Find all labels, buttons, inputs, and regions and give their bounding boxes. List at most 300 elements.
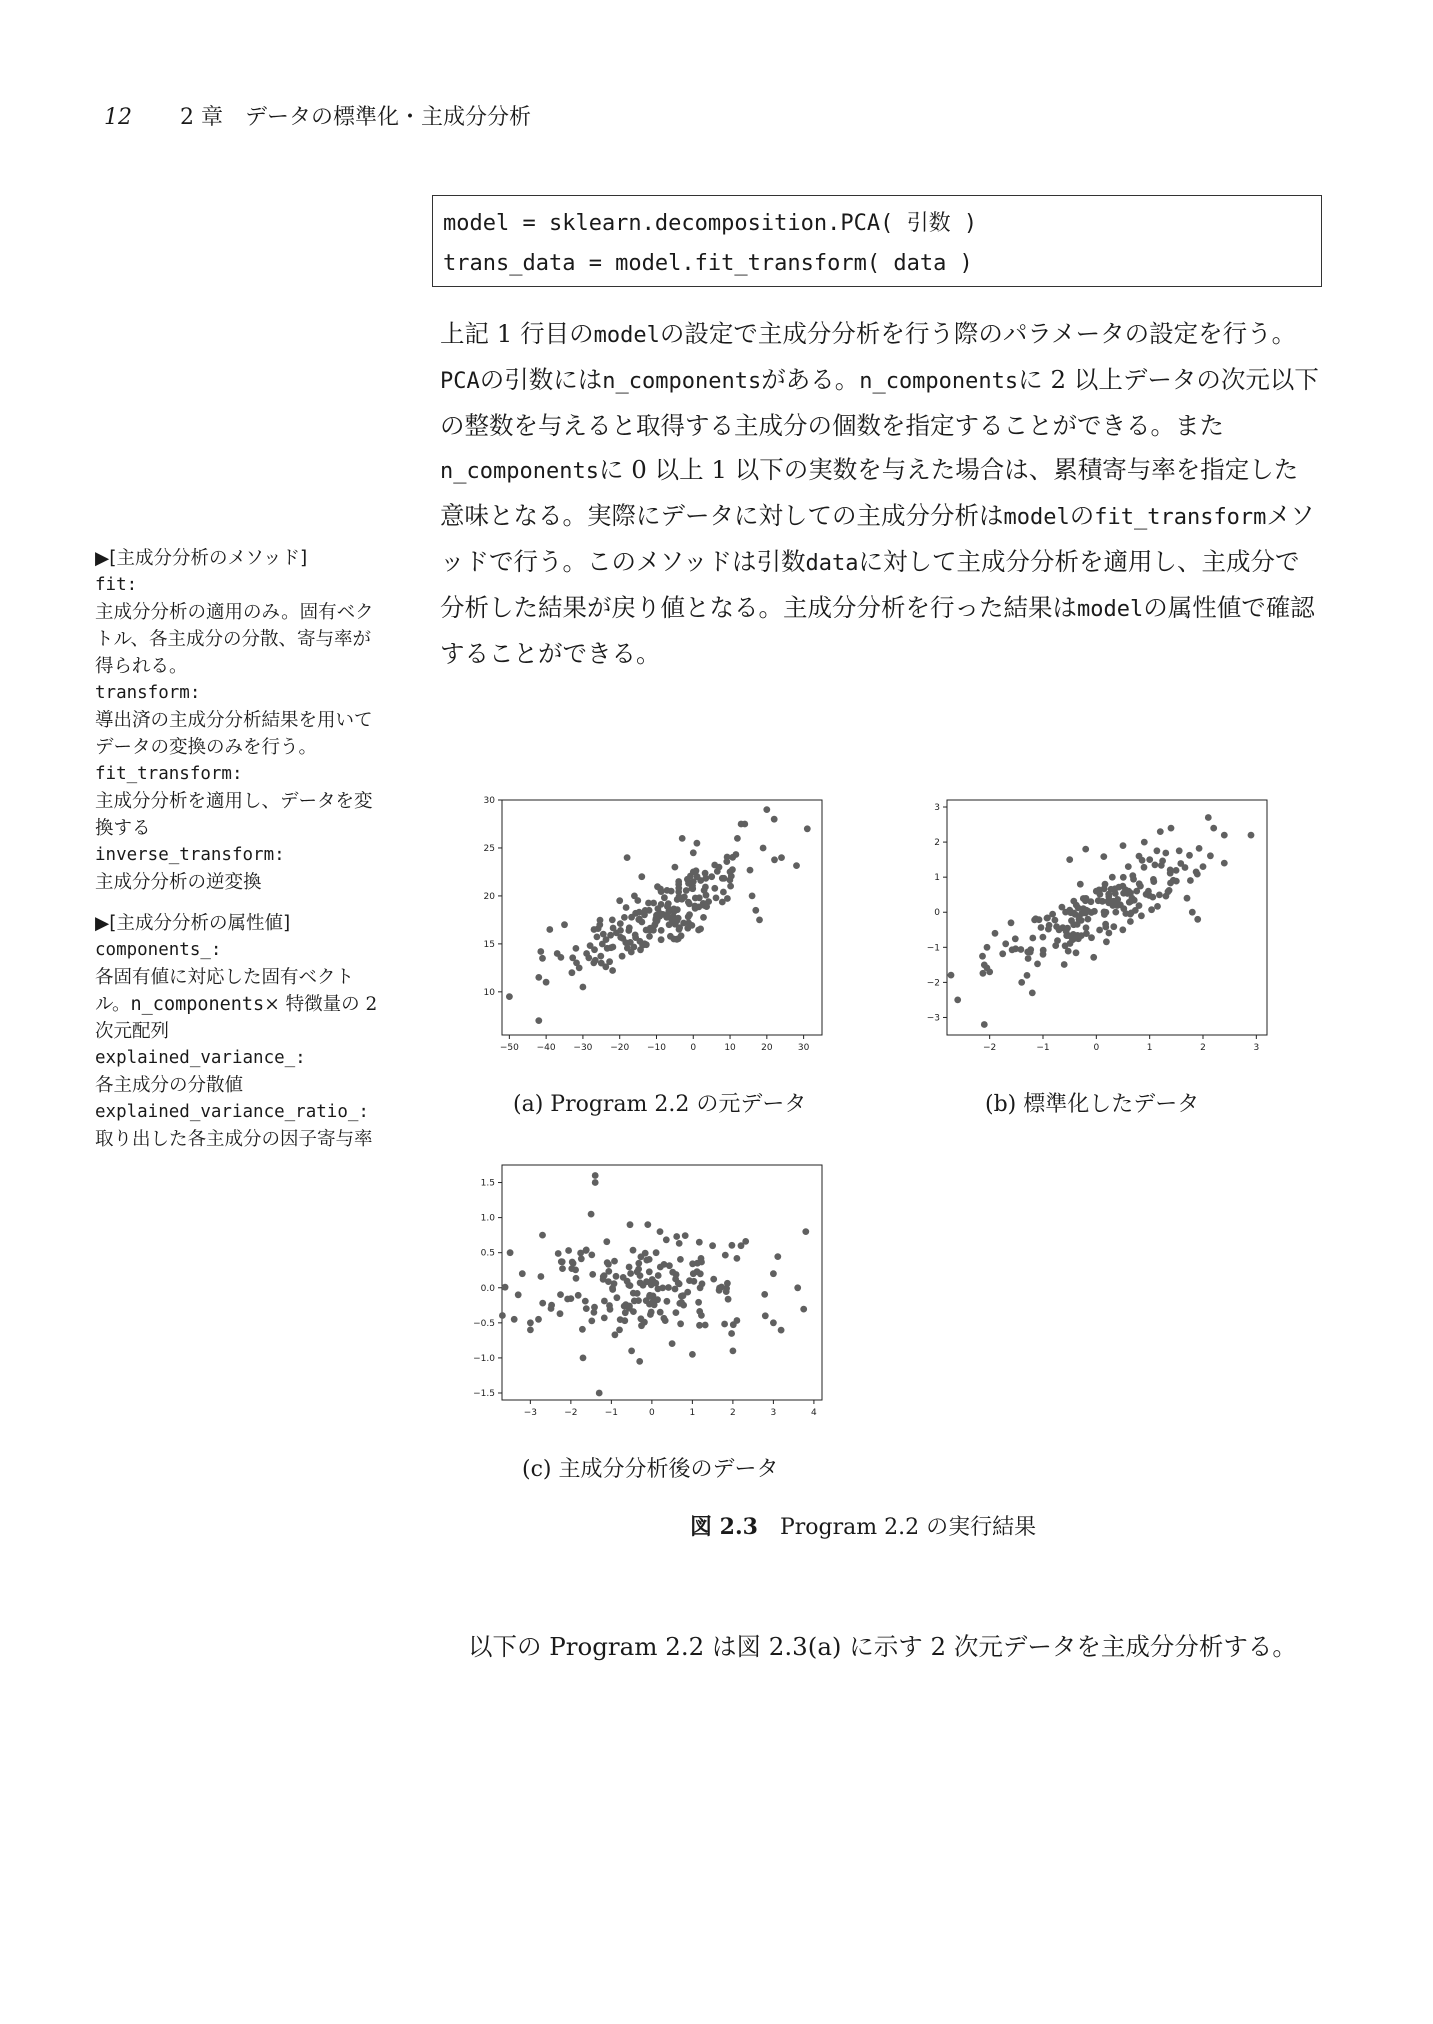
- scatter-point: [546, 926, 553, 933]
- scatter-point: [535, 1017, 542, 1024]
- scatter-point: [646, 1268, 653, 1275]
- x-tick-label: −1: [1036, 1043, 1050, 1053]
- scatter-point: [1173, 878, 1180, 885]
- scatter-point: [720, 889, 727, 896]
- scatter-point: [609, 917, 616, 924]
- scatter-point: [1102, 881, 1109, 888]
- scatter-point: [1012, 935, 1019, 942]
- scatter-point: [535, 974, 542, 981]
- scatter-point: [675, 885, 682, 892]
- scatter-point: [692, 895, 699, 902]
- scatter-point: [635, 916, 642, 923]
- scatter-point: [640, 1282, 647, 1289]
- scatter-point: [986, 969, 993, 976]
- scatter-point: [1221, 860, 1228, 867]
- body-text: に対して主成分分析を適用し、主成分で分析した結果が戻り値となる。主成分分析を行った結果は: [440, 547, 1300, 622]
- scatter-point: [601, 1272, 608, 1279]
- scatter-point: [700, 914, 707, 921]
- scatter-point: [666, 1262, 673, 1269]
- scatter-point: [1076, 916, 1083, 923]
- scatter-point: [557, 1310, 564, 1317]
- scatter-point: [628, 1348, 635, 1355]
- scatter-point: [658, 936, 665, 943]
- scatter-point: [677, 1320, 684, 1327]
- scatter-point: [749, 893, 756, 900]
- scatter-point: [1040, 934, 1047, 941]
- note-term: explained_variance_:: [95, 1048, 306, 1068]
- scatter-point: [690, 849, 697, 856]
- scatter-point: [519, 1270, 526, 1277]
- scatter-point: [597, 917, 604, 924]
- scatter-point: [641, 940, 648, 947]
- scatter-point: [676, 893, 683, 900]
- scatter-point: [579, 1326, 586, 1333]
- scatter-point: [708, 873, 715, 880]
- scatter-point: [609, 1286, 616, 1293]
- scatter-point: [711, 885, 718, 892]
- x-tick-label: 10: [724, 1043, 736, 1053]
- x-tick-label: −3: [523, 1408, 537, 1418]
- scatter-point: [1090, 954, 1097, 961]
- scatter-point: [1189, 909, 1196, 916]
- margin-notes: [95, 545, 385, 1153]
- scatter-point: [617, 927, 624, 934]
- scatter-point: [1045, 926, 1052, 933]
- scatter-point: [580, 984, 587, 991]
- scatter-point: [980, 970, 987, 977]
- scatter-point: [638, 873, 645, 880]
- scatter-point: [636, 1358, 643, 1365]
- x-tick-label: −2: [564, 1408, 578, 1418]
- code-line-1: model = sklearn.decomposition.PCA( 引数 ): [443, 211, 978, 236]
- y-tick-label: 2: [934, 838, 940, 849]
- scatter-point: [499, 1312, 506, 1319]
- scatter-point: [647, 925, 654, 932]
- scatter-point: [794, 1284, 801, 1291]
- scatter-point: [1082, 846, 1089, 853]
- scatter-point: [1127, 918, 1134, 925]
- scatter-point: [1143, 891, 1150, 898]
- scatter-point: [654, 1296, 661, 1303]
- scatter-point: [607, 932, 614, 939]
- x-tick-label: −1: [604, 1408, 619, 1418]
- figure-text: Program 2.2 の実行結果: [779, 1515, 1037, 1540]
- y-tick-label: −1.5: [473, 1388, 495, 1399]
- y-tick-label: 1: [934, 873, 940, 884]
- scatter-point: [999, 950, 1006, 957]
- scatter-point: [1103, 938, 1110, 945]
- scatter-point: [627, 1221, 634, 1228]
- scatter-point: [666, 906, 673, 913]
- scatter-point: [535, 1316, 542, 1323]
- scatter-plot-c: [460, 1160, 840, 1430]
- scatter-point: [722, 1252, 729, 1259]
- note-desc: 主成分分析を適用し、データを変換する: [95, 791, 373, 839]
- y-tick-label: 30: [483, 796, 495, 806]
- x-tick-label: 30: [797, 1043, 810, 1053]
- y-tick-label: 15: [483, 939, 495, 950]
- body-text: の設定で主成分分析を行う際のパラメータの設定を行う。: [659, 319, 1297, 348]
- scatter-point: [606, 1302, 613, 1309]
- scatter-point: [1008, 919, 1015, 926]
- scatter-point: [1088, 898, 1095, 905]
- x-tick-label: −20: [610, 1043, 630, 1053]
- scatter-point: [559, 1265, 566, 1272]
- scatter-point: [657, 1309, 664, 1316]
- x-tick-label: 2: [730, 1408, 736, 1418]
- x-tick-label: 20: [761, 1043, 773, 1053]
- scatter-point: [1083, 924, 1090, 931]
- scatter-point: [1024, 949, 1031, 956]
- scatter-point: [727, 883, 734, 890]
- scatter-point: [611, 1258, 618, 1265]
- scatter-point: [771, 816, 778, 823]
- scatter-point: [666, 921, 673, 928]
- scatter-point: [623, 904, 630, 911]
- scatter-point: [1173, 867, 1180, 874]
- scatter-point: [1106, 930, 1113, 937]
- scatter-point: [507, 1249, 514, 1256]
- scatter-point: [677, 1256, 684, 1263]
- x-tick-label: 2: [1200, 1043, 1206, 1053]
- scatter-point: [1136, 853, 1143, 860]
- scatter-point: [539, 1300, 546, 1307]
- scatter-plot-b: [905, 795, 1285, 1065]
- attributes-heading: ▶[主成分分析の属性値]: [95, 913, 291, 934]
- y-tick-label: 0: [934, 908, 940, 919]
- scatter-point: [691, 1278, 698, 1285]
- body-text: がある。: [761, 365, 860, 394]
- y-tick-label: 20: [483, 891, 495, 902]
- scatter-point: [1085, 916, 1092, 923]
- note-term: fit:: [95, 575, 138, 595]
- scatter-point: [752, 907, 759, 914]
- scatter-point: [1196, 845, 1203, 852]
- scatter-point: [697, 926, 704, 933]
- scatter-point: [709, 1242, 716, 1249]
- scatter-point: [770, 1319, 777, 1326]
- scatter-point: [981, 1021, 988, 1028]
- y-tick-label: 3: [934, 803, 940, 814]
- scatter-point: [641, 1319, 648, 1326]
- scatter-point: [702, 884, 709, 891]
- scatter-point: [634, 1269, 641, 1276]
- x-tick-label: 1: [689, 1408, 696, 1418]
- note-desc: 主成分分析の適用のみ。固有ベクトル、各主成分の分散、寄与率が得られる。: [95, 602, 374, 677]
- scatter-point: [557, 1291, 564, 1298]
- scatter-point: [1084, 908, 1091, 915]
- scatter-point: [689, 885, 696, 892]
- scatter-point: [1078, 910, 1085, 917]
- y-tick-label: 25: [483, 843, 495, 854]
- scatter-point: [1099, 898, 1106, 905]
- scatter-point: [653, 912, 660, 919]
- caption-b: (b) 標準化したデータ: [985, 1092, 1200, 1117]
- scatter-point: [539, 955, 546, 962]
- scatter-point: [658, 901, 665, 908]
- scatter-point: [601, 1315, 608, 1322]
- scatter-point: [558, 1258, 565, 1265]
- scatter-point: [747, 867, 754, 874]
- scatter-point: [617, 934, 624, 941]
- scatter-point: [575, 1292, 582, 1299]
- inline-code: model: [1003, 505, 1070, 530]
- scatter-point: [979, 953, 986, 960]
- y-tick-label: −3: [926, 1013, 940, 1024]
- chapter-title: 2 章 データの標準化・主成分分析: [180, 105, 531, 130]
- scatter-point: [1059, 904, 1066, 911]
- scatter-point: [699, 1280, 706, 1287]
- scatter-point: [591, 926, 598, 933]
- body-text: メソッドで行う。このメソッドは引数: [440, 501, 1315, 576]
- inline-code: data: [805, 551, 859, 576]
- scatter-point: [1177, 860, 1184, 867]
- scatter-point: [634, 1290, 641, 1297]
- scatter-point: [1146, 856, 1153, 863]
- y-tick-label: 0.0: [480, 1283, 495, 1294]
- scatter-point: [672, 864, 679, 871]
- scatter-point: [587, 942, 594, 949]
- scatter-point: [631, 1298, 638, 1305]
- scatter-point: [1077, 881, 1084, 888]
- scatter-point: [1167, 880, 1174, 887]
- scatter-point: [583, 950, 590, 957]
- scatter-point: [594, 934, 601, 941]
- inline-code: n_components: [859, 369, 1019, 394]
- scatter-point: [802, 1228, 809, 1235]
- scatter-point: [729, 854, 736, 861]
- scatter-point: [592, 1179, 599, 1186]
- scatter-point: [734, 835, 741, 842]
- scatter-point: [583, 1247, 590, 1254]
- scatter-point: [596, 1390, 603, 1397]
- code-line-2: trans_data = model.fit_transform( data ): [443, 251, 973, 276]
- scatter-point: [646, 907, 653, 914]
- scatter-point: [583, 1305, 590, 1312]
- figure-label: 図 2.3: [690, 1514, 758, 1540]
- x-tick-label: 3: [1253, 1043, 1260, 1053]
- scatter-point: [569, 969, 576, 976]
- scatter-point: [1119, 926, 1126, 933]
- scatter-point: [1052, 942, 1059, 949]
- scatter-point: [1176, 847, 1183, 854]
- scatter-point: [1109, 874, 1116, 881]
- scatter-point: [763, 806, 770, 813]
- scatter-point: [1158, 862, 1165, 869]
- scatter-point: [538, 1273, 545, 1280]
- x-tick-label: −2: [983, 1043, 997, 1053]
- scatter-point: [725, 1296, 732, 1303]
- scatter-point: [694, 1260, 701, 1267]
- plot-frame: [947, 800, 1267, 1035]
- scatter-point: [616, 897, 623, 904]
- body-text: に 0 以上 1 以下の実数を与えた場合は、累積寄与率を指定した意味となる。実際にデータに対しての主成分分析は: [440, 455, 1299, 530]
- note-desc: 主成分分析の逆変換: [95, 872, 262, 893]
- scatter-point: [778, 854, 785, 861]
- scatter-point: [665, 1284, 672, 1291]
- scatter-point: [609, 967, 616, 974]
- scatter-point: [631, 944, 638, 951]
- scatter-point: [1036, 916, 1043, 923]
- inline-code: model: [1077, 597, 1144, 622]
- x-tick-label: 0: [690, 1043, 697, 1053]
- scatter-point: [730, 1348, 737, 1355]
- scatter-point: [1093, 888, 1100, 895]
- scatter-point: [543, 979, 550, 986]
- scatter-point: [515, 1291, 522, 1298]
- scatter-point: [1157, 828, 1164, 835]
- scatter-point: [719, 899, 726, 906]
- scatter-point: [1120, 874, 1127, 881]
- note-term: fit_transform:: [95, 764, 243, 784]
- scatter-point: [661, 894, 668, 901]
- scatter-point: [606, 958, 613, 965]
- note-term: transform:: [95, 683, 201, 703]
- scatter-point: [554, 950, 561, 957]
- scatter-point: [1205, 814, 1212, 821]
- figure-caption: [690, 1510, 1036, 1541]
- scatter-point: [1186, 852, 1193, 859]
- closing-paragraph: 以下の Program 2.2 は図 2.3(a) に示す 2 次元データを主成分分析する。: [468, 1632, 1297, 1661]
- scatter-point: [741, 821, 748, 828]
- note-desc: 取り出した各主成分の因子寄与率: [95, 1129, 373, 1150]
- x-tick-label: 3: [770, 1408, 777, 1418]
- scatter-point: [638, 1253, 645, 1260]
- scatter-point: [573, 1275, 580, 1282]
- scatter-point: [774, 1253, 781, 1260]
- scatter-point: [1187, 877, 1194, 884]
- running-header: [104, 100, 531, 131]
- scatter-point: [1184, 895, 1191, 902]
- scatter-point: [672, 1276, 679, 1283]
- scatter-point: [605, 1261, 612, 1268]
- scatter-point: [729, 1242, 736, 1249]
- scatter-point: [696, 1239, 703, 1246]
- x-tick-label: 0: [1093, 1043, 1100, 1053]
- scatter-point: [630, 1247, 637, 1254]
- y-tick-label: 0.5: [480, 1248, 495, 1259]
- scatter-point: [716, 864, 723, 871]
- scatter-point: [804, 825, 811, 832]
- scatter-point: [981, 962, 988, 969]
- x-tick-label: 0: [649, 1408, 655, 1418]
- scatter-point: [604, 945, 611, 952]
- inline-code: PCA: [440, 369, 480, 394]
- scatter-point: [1200, 863, 1207, 870]
- note-desc: 各固有値に対応した固有ベクトル。n_components× 特徴量の 2 次元配列: [95, 967, 378, 1042]
- scatter-point: [655, 1272, 662, 1279]
- scatter-point: [689, 1351, 696, 1358]
- scatter-point: [716, 1285, 723, 1292]
- scatter-point: [614, 1294, 621, 1301]
- scatter-point: [984, 944, 991, 951]
- scatter-point: [1221, 832, 1228, 839]
- scatter-point: [1138, 912, 1145, 919]
- scatter-point: [696, 1308, 703, 1315]
- plot-frame: [502, 1165, 822, 1400]
- scatter-point: [1120, 842, 1127, 849]
- scatter-point: [1029, 990, 1036, 997]
- scatter-point: [646, 1301, 653, 1308]
- scatter-point: [527, 1319, 534, 1326]
- scatter-point: [710, 1276, 717, 1283]
- scatter-point: [1165, 888, 1172, 895]
- scatter-point: [657, 886, 664, 893]
- scatter-point: [1193, 869, 1200, 876]
- scatter-point: [652, 1280, 659, 1287]
- scatter-point: [667, 933, 674, 940]
- scatter-point: [1168, 825, 1175, 832]
- inline-code: n_components: [440, 459, 599, 484]
- scatter-point: [727, 869, 734, 876]
- scatter-point: [636, 909, 643, 916]
- scatter-point: [1096, 927, 1103, 934]
- scatter-point: [648, 1309, 655, 1316]
- scatter-point: [617, 920, 624, 927]
- scatter-point: [1154, 847, 1161, 854]
- scatter-point: [1062, 942, 1069, 949]
- note-term: inverse_transform:: [95, 845, 285, 865]
- scatter-point: [601, 1298, 608, 1305]
- scatter-point: [1110, 923, 1117, 930]
- scatter-point: [1141, 864, 1148, 871]
- scatter-point: [728, 1330, 735, 1337]
- scatter-point: [1125, 863, 1132, 870]
- inline-code: model: [593, 323, 660, 348]
- scatter-point: [582, 1298, 589, 1305]
- scatter-point: [1194, 916, 1201, 923]
- scatter-point: [643, 1257, 650, 1264]
- x-tick-label: −50: [499, 1043, 519, 1053]
- scatter-point: [635, 1260, 642, 1267]
- y-tick-label: 1.0: [480, 1213, 495, 1224]
- scatter-point: [713, 895, 720, 902]
- scatter-point: [1112, 885, 1119, 892]
- scatter-point: [1038, 924, 1045, 931]
- methods-heading: ▶[主成分分析のメソッド]: [95, 548, 308, 569]
- scatter-point: [1162, 850, 1169, 857]
- scatter-point: [676, 1300, 683, 1307]
- scatter-point: [621, 914, 628, 921]
- scatter-point: [1029, 935, 1036, 942]
- scatter-point: [770, 1270, 777, 1277]
- scatter-point: [669, 1340, 676, 1347]
- scatter-point: [511, 1316, 518, 1323]
- scatter-point: [727, 877, 734, 884]
- scatter-point: [1018, 979, 1025, 986]
- scatter-point: [1154, 903, 1161, 910]
- scatter-point: [603, 1238, 610, 1245]
- scatter-point: [675, 878, 682, 885]
- scatter-point: [690, 1270, 697, 1277]
- scatter-point: [1141, 839, 1148, 846]
- scatter-point: [1136, 902, 1143, 909]
- scatter-point: [539, 1232, 546, 1239]
- scatter-point: [734, 1317, 741, 1324]
- scatter-point: [738, 1242, 745, 1249]
- scatter-point: [573, 945, 580, 952]
- scatter-point: [600, 931, 607, 938]
- scatter-point: [1130, 876, 1137, 883]
- note-term: explained_variance_ratio_:: [95, 1102, 369, 1122]
- scatter-point: [1034, 961, 1041, 968]
- scatter-point: [694, 840, 701, 847]
- scatter-point: [668, 888, 675, 895]
- scatter-point: [761, 1291, 768, 1298]
- scatter-point: [632, 934, 639, 941]
- scatter-point: [1068, 917, 1075, 924]
- y-tick-label: 10: [483, 987, 495, 998]
